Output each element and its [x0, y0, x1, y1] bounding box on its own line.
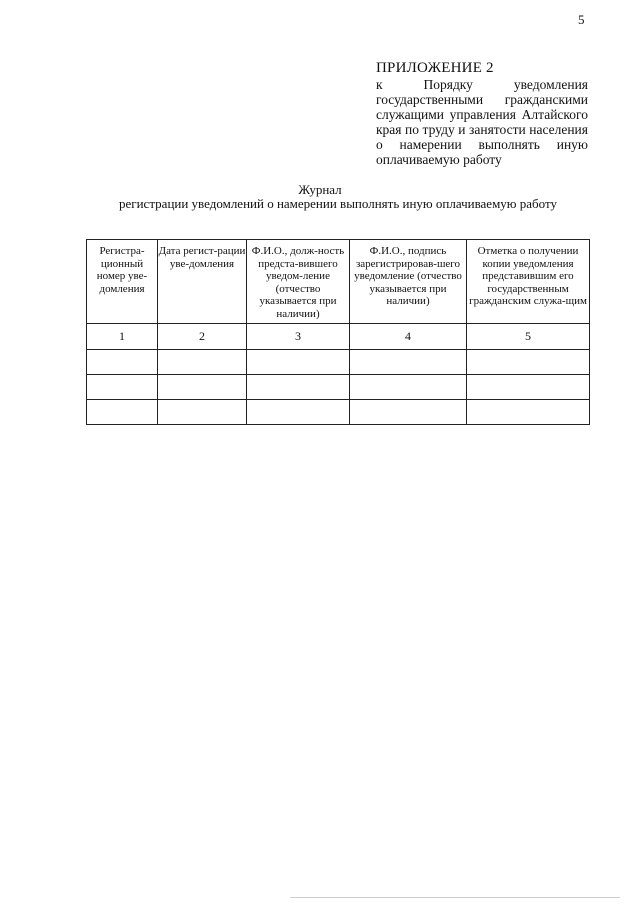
table-cell [87, 375, 158, 400]
table-cell [247, 400, 350, 425]
scan-edge-line [290, 897, 620, 898]
appendix-block [376, 60, 588, 167]
table-row [87, 350, 590, 375]
table-cell [350, 400, 467, 425]
header-registration-number: Регистра-ционный номер уве-домления [87, 240, 158, 324]
appendix-text: к Порядку уведомления государственными гражданскими служащими управления Алтайского края по труду и занятости населения о намерении выполнять иную оплачиваемую работу [376, 77, 588, 167]
table-cell [158, 400, 247, 425]
table-cell [467, 350, 590, 375]
column-number: 4 [350, 324, 467, 350]
header-copy-receipt-mark: Отметка о получении копии уведомления представившим его государственным гражданским служа-щим [467, 240, 590, 324]
header-registration-date: Дата регист-рации уве-домления [158, 240, 247, 324]
table-cell [158, 375, 247, 400]
journal-subtitle: регистрации уведомлений о намерении выполнять иную оплачиваемую работу [119, 196, 557, 211]
appendix-title: ПРИЛОЖЕНИЕ 2 [376, 60, 494, 76]
table-cell [350, 375, 467, 400]
table-row [87, 400, 590, 425]
table-cell [247, 375, 350, 400]
column-number: 5 [467, 324, 590, 350]
table-cell [467, 400, 590, 425]
table-cell [247, 350, 350, 375]
table-header-row [87, 240, 590, 324]
column-number: 3 [247, 324, 350, 350]
header-submitter-name-position: Ф.И.О., долж-ность предста-вившего уведом-ление (отчество указывается при наличии) [247, 240, 350, 324]
table-row [87, 375, 590, 400]
table-cell [87, 350, 158, 375]
journal-title: Журнал [298, 182, 342, 197]
table-cell [87, 400, 158, 425]
table-cell [467, 375, 590, 400]
registration-journal-table [86, 239, 590, 425]
table-cell [158, 350, 247, 375]
table-cell [350, 350, 467, 375]
page-number: 5 [578, 12, 585, 27]
column-number-row [87, 324, 590, 350]
header-registrar-name-signature: Ф.И.О., подпись зарегистрировав-шего уведомление (отчество указывается при наличии) [350, 240, 467, 324]
column-number: 1 [87, 324, 158, 350]
column-number: 2 [158, 324, 247, 350]
